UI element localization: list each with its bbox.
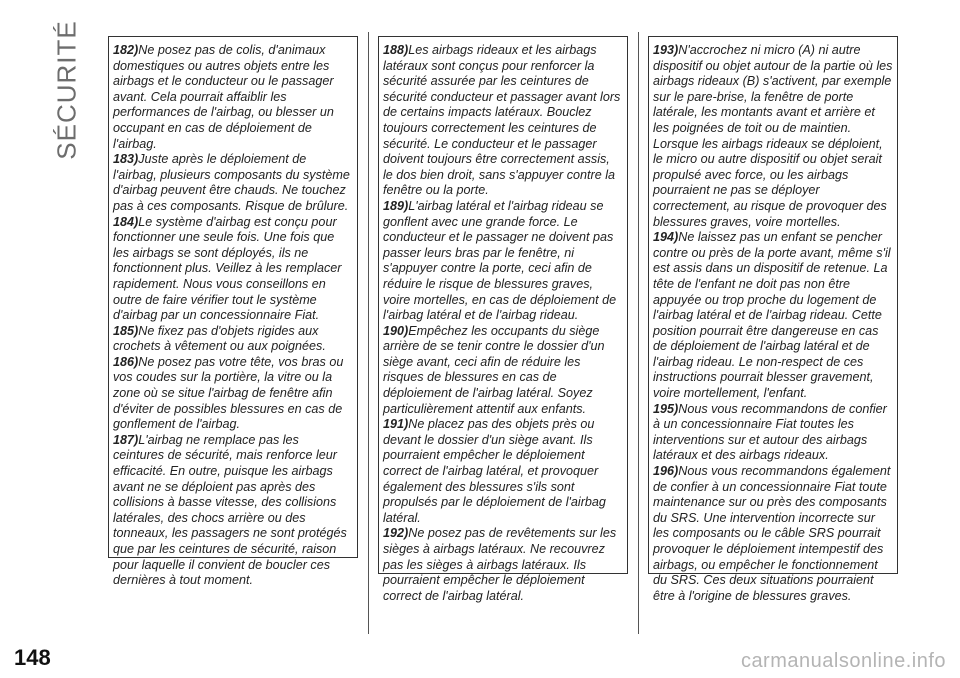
warning-paragraph <box>383 526 623 604</box>
warning-paragraph <box>383 43 623 199</box>
warning-number: 191) <box>383 417 409 432</box>
warning-paragraph <box>113 324 353 355</box>
warning-text: Ne fixez pas d'objets rigides aux crochets à vêtement ou aux poignées. <box>113 323 326 354</box>
warning-text: N'accrochez ni micro (A) ni autre dispositif ou objet autour de la partie où les airbags rideaux (B) s'activent, par exemple sur le pare-brise, la fenêtre de porte latérale, les montants avant et arrière et les poignées de toit ou de maintien. Lorsque les airbags rideaux se déploient, le micro ou autre dispositif ou objet serait propulsé avec force, ou les airbags pourraient ne pas se déployer correctement, au risque de provoquer des blessures graves, voire mortelles. <box>653 43 893 229</box>
warning-text: Ne posez pas votre tête, vos bras ou vos coudes sur la portière, la vitre ou la zone où se situe l'airbag de fenêtre afin d'éviter de possibles blessures en cas de gonflement de l'airbag. <box>113 354 344 432</box>
warning-text: Le système d'airbag est conçu pour fonctionner une seule fois. Une fois que les airbags se sont déployés, ils ne fonctionnent plus. Veillez à les remplacer rapidement. Nous vous conseillons en outre de faire vérifier tout le système d'airbag par un concessionnaire Fiat. <box>113 214 342 323</box>
warning-paragraph <box>653 230 893 402</box>
warning-number: 187) <box>113 432 139 447</box>
warning-text: Les airbags rideaux et les airbags latéraux sont conçus pour renforcer la sécurité assurée par les ceintures de sécurité conducteur et passager avant lors de certains impacts latéraux. Bouclez toujours correctement les ceintures de sécurité. Le conducteur et le passager doivent toujours être correctement assis, le dos bien droit, sans s'appuyer contre la fenêtre ou la porte. <box>383 43 621 198</box>
warning-number: 190) <box>383 323 409 338</box>
warning-text: Ne placez pas des objets près ou devant le dossier d'un siège avant. Ils pourraient empêcher le déploiement correct de l'airbag latéral, et provoquer également des blessures s'ils sont propulsés par le déploiement de l'airbag latéral. <box>383 417 606 525</box>
warning-text: Empêchez les occupants du siège arrière de se tenir contre le dossier d'un siège avant, ceci afin de réduire les risques de blessures en cas de déploiement de l'airbag latéral. Soyez particulièrement attentif aux enfants. <box>383 323 605 416</box>
warning-number: 186) <box>113 354 139 369</box>
warning-text: Nous vous recommandons également de confier à un concessionnaire Fiat toute maintenance sur ou près des composants du SRS. Une intervention incorrecte sur les composants ou le câble SRS pourrait provoquer le déploiement intempestif des airbags, ou empêcher le fonctionnement du SRS. Ces deux situations pourraient être à l'origine de blessures graves. <box>653 464 891 603</box>
page-number: 148 <box>14 645 51 670</box>
warning-paragraph <box>653 402 893 464</box>
column-divider <box>638 32 639 634</box>
warning-box-column-1 <box>108 36 358 588</box>
warning-number: 183) <box>113 152 139 167</box>
warning-text: Nous vous recommandons de confier à un concessionnaire Fiat toutes les interventions sur et autour des airbags latéraux et des airbags rideaux. <box>653 401 887 463</box>
warning-paragraph <box>383 324 623 418</box>
warning-number: 195) <box>653 401 679 416</box>
section-label <box>51 20 82 160</box>
warning-box-column-2 <box>378 36 628 603</box>
column-divider <box>368 32 369 634</box>
warning-paragraph <box>113 433 353 589</box>
warning-text: Ne posez pas de colis, d'animaux domestiques ou autres objets entre les airbags et le conducteur ou le passager avant. Cela pourrait affaiblir les performances de l'airbag, ou blesser un occupant en cas de déploiement de l'airbag. <box>113 43 334 151</box>
warning-text: Ne posez pas de revêtements sur les sièges à airbags latéraux. Ne recouvrez pas les sièges à airbags latéraux. Ils pourraient empêcher le déploiement correct de l'airbag latéral. <box>383 526 617 603</box>
warning-number: 184) <box>113 214 139 229</box>
warning-number: 189) <box>383 198 409 213</box>
warning-paragraph <box>383 199 623 324</box>
warning-paragraph <box>113 355 353 433</box>
warning-text: Juste après le déploiement de l'airbag, plusieurs composants du système d'airbag peuvent être chauds. Ne touchez pas à ces composants. Risque de brûlure. <box>113 152 350 213</box>
warning-text: L'airbag latéral et l'airbag rideau se gonflent avec une grande force. Le conducteur et le passager ne doivent pas passer leurs bras par le fenêtre, ni s'appuyer contre la porte, ceci afin de réduire le risque de blessures graves, voire mortelles, en cas de déploiement de l'airbag latéral et de l'airbag rideau. <box>383 198 617 323</box>
warning-paragraph <box>113 152 353 214</box>
warning-number: 196) <box>653 464 679 479</box>
warning-paragraph <box>113 215 353 324</box>
warning-text: L'airbag ne remplace pas les ceintures de sécurité, mais renforce leur efficacité. En outre, puisque les airbags avant ne se déploient pas après des collisions à basse vitesse, des collisions latérales, des chocs arrière ou des tonneaux, les passagers ne sont protégés que par les ceintures de sécurité, raison pour laquelle il convient de boucler ces dernières à tout moment. <box>113 432 347 588</box>
warning-number: 188) <box>383 43 409 57</box>
warning-paragraph <box>653 464 893 604</box>
warning-text: Ne laissez pas un enfant se pencher contre ou près de la porte avant, même s'il est assis dans un dispositif de retenue. La tête de l'enfant ne doit pas non être appuyée ou trop proche du logement de l'airbag latéral et de l'airbag rideau. Cette position pourrait être dangereuse en cas de déploiement de l'airbag latéral et de l'airbag rideau. Le non-respect de ces instructions pourrait blesser gravement, voire mortellement, l'enfant. <box>653 230 891 401</box>
section-label-text: SÉCURITÉ <box>51 20 82 160</box>
warning-paragraph <box>113 43 353 152</box>
warning-number: 182) <box>113 43 139 57</box>
warning-number: 192) <box>383 526 409 541</box>
warning-number: 185) <box>113 323 139 338</box>
warning-number: 193) <box>653 43 679 57</box>
warning-paragraph <box>653 43 893 230</box>
warning-box-column-3 <box>648 36 898 603</box>
warning-number: 194) <box>653 230 679 245</box>
warning-paragraph <box>383 417 623 526</box>
watermark: carmanualsonline.info <box>740 650 946 672</box>
